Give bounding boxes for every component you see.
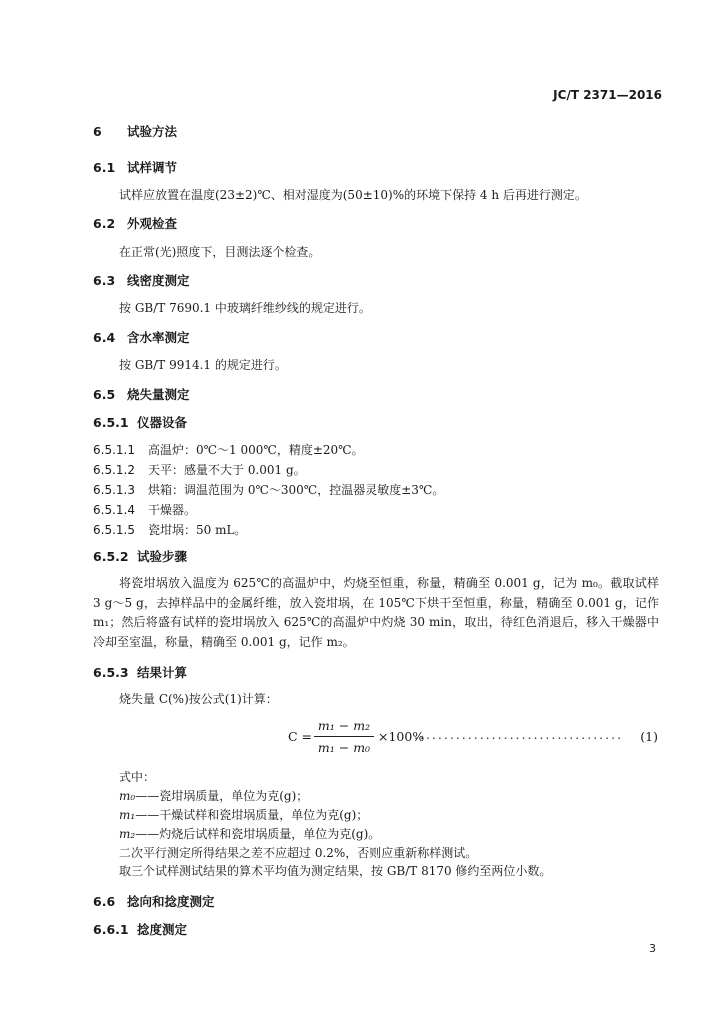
section-6-6-1-heading (93, 920, 187, 938)
equipment-item (93, 441, 364, 458)
variable-symbol: m₀ (119, 789, 136, 803)
formula-leader-dots: ................................... (414, 727, 624, 742)
section-number: 6.5.2 (93, 549, 129, 564)
section-6-1-body: 试样应放置在温度(23±2)℃、相对湿度为(50±10)%的环境下保持 4 h 后再进行测定。 (119, 188, 587, 202)
fraction-bar (314, 736, 374, 737)
section-title: 捻度测定 (137, 922, 188, 937)
precision-note: 二次平行测定所得结果之差不应超过 0.2%，否则应重新称样测试。 (119, 846, 478, 860)
section-6-4-heading (93, 328, 190, 346)
section-6-heading (93, 122, 177, 140)
formula-denominator: m₁ − m₀ (317, 740, 371, 755)
variable-symbol: m₂ (119, 827, 136, 841)
formula-factor: ×100% (378, 729, 425, 744)
variable-desc: ——干燥试样和瓷坩埚质量，单位为克(g)； (135, 808, 369, 822)
section-6-5-1-heading (93, 413, 187, 431)
section-number: 6.4 (93, 330, 116, 345)
section-6-5-2-body: 将瓷坩埚放入温度为 625℃的高温炉中，灼烧至恒重，称量，精确至 0.001 g，记为 m₀。截取试样 3 g～5 g，去掉样品中的金属纤维，放入瓷坩埚，在 105℃下烘干至恒重，称量，精确至 0.001 g，记作 m₁；然后将盛有试样的瓷坩埚放入 625℃的高温炉中灼烧 30 min，取出，待红色消退后，移入干燥器中冷却至室温，称量，精确至 0.001 g，记作 m₂。 (93, 576, 659, 649)
section-number: 6.5.3 (93, 665, 129, 680)
item-text: 天平：感量不大于 0.001 g。 (148, 463, 306, 477)
formula-fraction (314, 718, 374, 755)
formula-numerator: m₁ − m₂ (317, 718, 371, 733)
item-text: 高温炉：0℃～1 000℃，精度±20℃。 (148, 443, 364, 457)
section-6-4-body: 按 GB/T 9914.1 的规定进行。 (119, 358, 287, 372)
section-title: 外观检查 (127, 216, 178, 231)
section-title: 仪器设备 (137, 415, 188, 430)
section-title: 线密度测定 (127, 273, 190, 288)
item-number: 6.5.1.2 (93, 463, 135, 477)
section-6-5-3-intro: 烧失量 C(%)按公式(1)计算： (119, 692, 278, 706)
item-number: 6.5.1.4 (93, 503, 135, 517)
section-6-5-2-heading (93, 547, 187, 565)
section-number: 6.3 (93, 273, 116, 288)
section-title: 捻向和捻度测定 (127, 894, 215, 909)
section-number: 6.5 (93, 387, 116, 402)
section-title: 结果计算 (137, 665, 188, 680)
item-text: 烘箱：调温范围为 0℃～300℃，控温器灵敏度±3℃。 (148, 483, 445, 497)
section-number: 6.2 (93, 216, 116, 231)
section-title: 烧失量测定 (127, 387, 190, 402)
item-text: 瓷坩埚：50 mL。 (148, 523, 247, 537)
section-number: 6.5.1 (93, 415, 129, 430)
equipment-item (93, 521, 246, 538)
section-6-3-body: 按 GB/T 7690.1 中玻璃纤维纱线的规定进行。 (119, 301, 371, 315)
page-number: 3 (649, 942, 656, 955)
variable-symbol: m₁ (119, 808, 136, 822)
section-number: 6.6 (93, 894, 116, 909)
section-number: 6.1 (93, 160, 116, 175)
variable-definition (119, 787, 308, 804)
variable-definition (119, 825, 380, 842)
variable-definition (119, 806, 368, 823)
section-6-2-body: 在正常(光)照度下，目测法逐个检查。 (119, 245, 321, 259)
section-6-5-3-heading (93, 663, 187, 681)
item-number: 6.5.1.3 (93, 483, 135, 497)
section-6-6-heading (93, 892, 215, 910)
section-title: 含水率测定 (127, 330, 190, 345)
section-6-3-heading (93, 271, 190, 289)
formula-lhs: C = (288, 729, 313, 744)
item-number: 6.5.1.1 (93, 443, 135, 457)
section-title: 试样调节 (127, 160, 178, 175)
section-title: 试验方法 (127, 124, 178, 139)
variable-desc: ——瓷坩埚质量，单位为克(g)； (135, 789, 309, 803)
section-number: 6 (93, 124, 102, 139)
variable-desc: ——灼烧后试样和瓷坩埚质量，单位为克(g)。 (135, 827, 381, 841)
section-6-5-heading (93, 385, 190, 403)
item-text: 干燥器。 (148, 503, 197, 517)
equipment-item (93, 461, 306, 478)
loss-on-ignition-formula (288, 718, 658, 758)
equation-number: (1) (640, 729, 658, 744)
equipment-item (93, 501, 196, 518)
section-title: 试验步骤 (137, 549, 188, 564)
result-note: 取三个试样测试结果的算术平均值为测定结果，按 GB/T 8170 修约至两位小数。 (119, 864, 552, 878)
section-number: 6.6.1 (93, 922, 129, 937)
section-6-1-heading (93, 158, 177, 176)
item-number: 6.5.1.5 (93, 523, 135, 537)
equipment-item (93, 481, 444, 498)
standard-code: JC/T 2371—2016 (553, 88, 662, 102)
where-label: 式中： (119, 770, 156, 784)
section-6-2-heading (93, 214, 177, 232)
